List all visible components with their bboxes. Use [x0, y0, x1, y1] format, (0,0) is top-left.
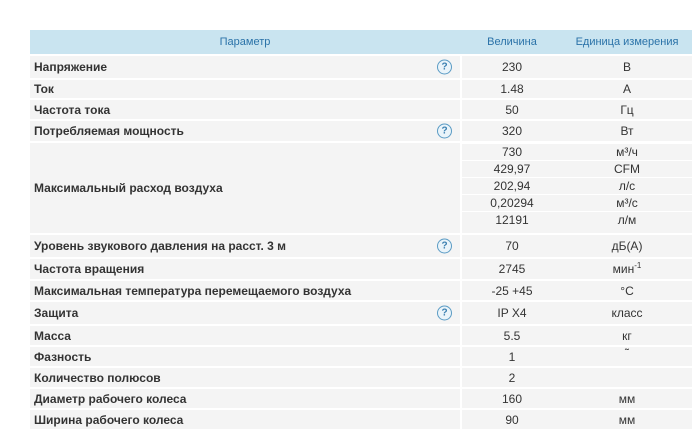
- airflow-row: [30, 141, 692, 233]
- row-label: Частота тока: [34, 102, 111, 117]
- row-value: 1: [508, 349, 516, 364]
- column-divider: [460, 368, 462, 387]
- row-unit: [562, 262, 692, 276]
- airflow-entry: [462, 160, 692, 177]
- help-icon[interactable]: ?: [437, 239, 452, 254]
- row-value: -25 +45: [491, 283, 533, 298]
- row-value: 1.48: [500, 82, 524, 96]
- table-row: [30, 324, 692, 345]
- table-row: [30, 257, 692, 279]
- table-row: [30, 408, 692, 429]
- airflow-value: 12191: [495, 213, 529, 227]
- row-label: Масса: [34, 328, 71, 343]
- airflow-entry: [462, 194, 692, 211]
- row-label: Частота вращения: [34, 262, 145, 276]
- table-row: [30, 366, 692, 387]
- row-label: Ток: [34, 82, 54, 96]
- column-divider: [460, 56, 462, 78]
- spec-table: [30, 30, 692, 429]
- table-row: [30, 54, 692, 78]
- airflow-unit: м³/с: [616, 196, 638, 210]
- table-row: [30, 233, 692, 257]
- airflow-value: 730: [501, 145, 523, 159]
- row-value: 5.5: [503, 328, 521, 343]
- row-label: Ширина рабочего колеса: [34, 412, 184, 427]
- table-row: [30, 300, 692, 324]
- row-label: Диаметр рабочего колеса: [34, 391, 187, 406]
- column-divider: [460, 326, 462, 345]
- row-label: Напряжение: [34, 60, 108, 74]
- row-value: 2745: [498, 262, 526, 276]
- row-label: Количество полюсов: [34, 370, 161, 385]
- help-icon[interactable]: ?: [437, 60, 452, 75]
- row-unit: А: [622, 82, 631, 96]
- airflow-unit: л/с: [618, 179, 636, 193]
- row-value: IP X4: [497, 306, 527, 320]
- row-unit: ˜: [625, 345, 629, 360]
- header-unit: Единица измерения: [575, 36, 679, 48]
- header-param: Параметр: [219, 36, 271, 48]
- column-divider: [460, 121, 462, 141]
- column-divider: [460, 302, 462, 324]
- row-unit: Гц: [620, 102, 634, 117]
- row-unit: Вт: [620, 124, 634, 138]
- column-divider: [460, 410, 462, 429]
- table-row: [30, 78, 692, 98]
- airflow-unit: CFM: [614, 162, 640, 176]
- airflow-unit: м³/ч: [616, 145, 638, 159]
- table-header: [30, 30, 692, 54]
- row-label: Максимальная температура перемещаемого воздуха: [34, 283, 352, 298]
- row-label: Максимальный расход воздуха: [34, 181, 223, 195]
- column-divider: [460, 80, 462, 98]
- row-unit: В: [622, 60, 631, 74]
- row-value: 160: [501, 391, 523, 406]
- row-unit: мм: [618, 391, 636, 406]
- help-icon[interactable]: ?: [437, 124, 452, 139]
- airflow-value: 429,97: [493, 162, 531, 176]
- airflow-unit: л/м: [617, 213, 637, 227]
- row-value: 320: [501, 124, 523, 138]
- row-value: 230: [501, 60, 523, 74]
- airflow-value: 202,94: [493, 179, 531, 193]
- row-value: 90: [505, 412, 519, 427]
- help-icon[interactable]: ?: [437, 306, 452, 321]
- row-value: 2: [508, 370, 516, 385]
- row-label: Потребляемая мощность: [34, 124, 184, 138]
- column-divider: [460, 281, 462, 300]
- column-divider: [460, 259, 462, 279]
- airflow-entry: [462, 177, 692, 194]
- table-row: [30, 119, 692, 141]
- row-label: Уровень звукового давления на расст. 3 м: [34, 239, 287, 253]
- row-unit: мм: [618, 412, 636, 427]
- column-divider: [460, 100, 462, 119]
- header-value: Величина: [487, 36, 537, 48]
- column-divider: [460, 235, 462, 257]
- table-row: [30, 387, 692, 408]
- airflow-entry: [462, 211, 692, 228]
- row-unit: дБ(А): [611, 239, 643, 253]
- unit-base: мин: [612, 262, 635, 276]
- airflow-entry: [462, 143, 692, 160]
- row-unit: класс: [611, 306, 643, 320]
- row-unit: °C: [620, 283, 634, 298]
- unit-exponent: -1: [634, 261, 642, 270]
- airflow-value: 0,20294: [490, 196, 534, 210]
- column-divider: [460, 389, 462, 408]
- row-unit: кг: [622, 328, 632, 343]
- row-value: 50: [505, 102, 519, 117]
- row-value: 70: [505, 239, 519, 253]
- table-row: [30, 98, 692, 119]
- column-divider: [460, 347, 462, 366]
- table-row: [30, 279, 692, 300]
- row-label: Защита: [34, 306, 79, 320]
- row-label: Фазность: [34, 349, 92, 364]
- table-row: [30, 345, 692, 366]
